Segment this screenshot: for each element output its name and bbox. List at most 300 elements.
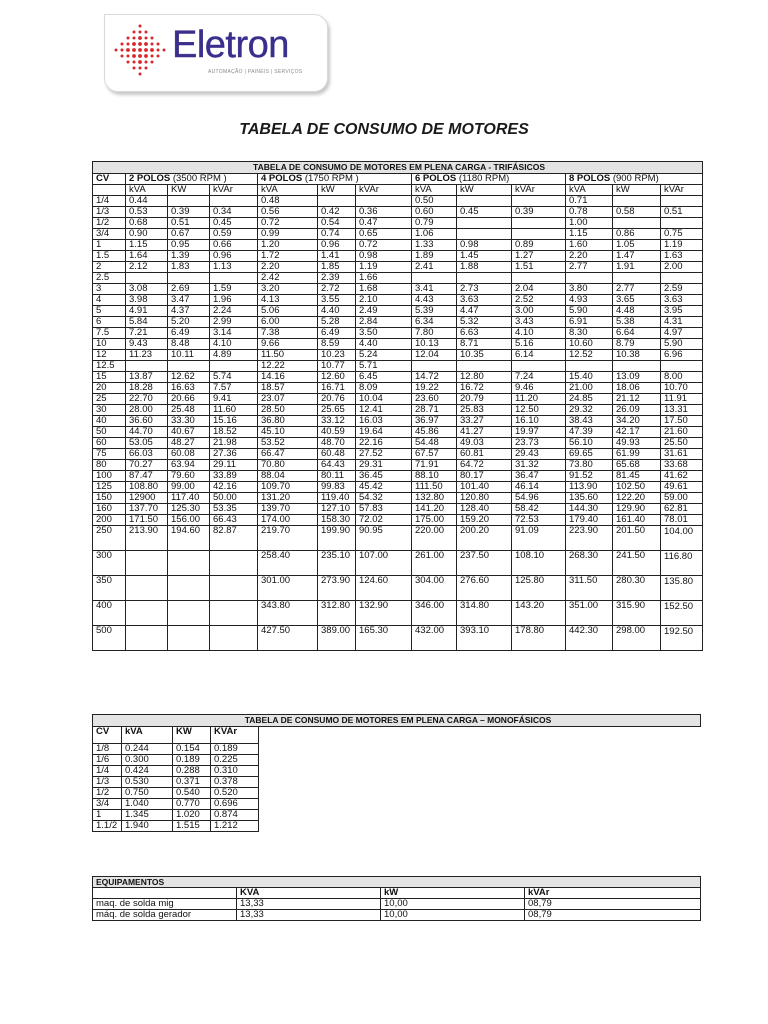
value-cell: 127.10: [318, 504, 356, 515]
value-cell: 10,00: [381, 910, 525, 921]
value-cell: 16.72: [457, 383, 512, 394]
value-cell: 47.39: [566, 427, 613, 438]
value-cell: 99.83: [318, 482, 356, 493]
table-row: [93, 821, 701, 832]
logo-dot: [138, 48, 142, 52]
value-cell: 0.72: [356, 240, 412, 251]
value-cell: 343.80: [258, 601, 318, 626]
value-cell: 15.16: [210, 416, 258, 427]
value-cell: 1.59: [210, 284, 258, 295]
value-cell: 36.45: [356, 471, 412, 482]
value-cell: 29.32: [566, 405, 613, 416]
value-cell: 5.84: [126, 317, 168, 328]
value-cell: 0.371: [173, 777, 211, 788]
value-cell: 0.95: [168, 240, 210, 251]
value-cell: 0.300: [122, 755, 173, 766]
value-cell: [512, 229, 566, 240]
value-cell: 237.50: [457, 551, 512, 576]
value-cell: 3.47: [168, 295, 210, 306]
value-cell: 63.94: [168, 460, 210, 471]
value-cell: 16.71: [318, 383, 356, 394]
value-cell: 10.70: [661, 383, 703, 394]
value-cell: [126, 551, 168, 576]
value-cell: 67.57: [412, 449, 457, 460]
value-cell: 0.96: [318, 240, 356, 251]
value-cell: 125.80: [512, 576, 566, 601]
value-cell: 201.50: [613, 526, 661, 551]
table-row: [93, 493, 703, 504]
table-row: [93, 251, 703, 262]
table-row: [93, 229, 703, 240]
value-cell: 13,33: [237, 910, 381, 921]
value-cell: 9.41: [210, 394, 258, 405]
value-cell: 0.58: [613, 207, 661, 218]
value-cell: 1.47: [613, 251, 661, 262]
value-cell: [168, 601, 210, 626]
value-cell: 0.72: [258, 218, 318, 229]
value-cell: 1.27: [512, 251, 566, 262]
value-cell: 10.35: [457, 350, 512, 361]
cv-cell: 350: [93, 576, 126, 601]
cv-cell: 3: [93, 284, 126, 295]
value-cell: 26.09: [613, 405, 661, 416]
column-header: KVAr: [211, 727, 259, 744]
value-cell: [210, 551, 258, 576]
table-row: [93, 601, 703, 626]
cv-cell: 2.5: [93, 273, 126, 284]
value-cell: [566, 361, 613, 372]
single-phase-table: [92, 714, 701, 832]
pole-group-header: [412, 174, 566, 185]
value-cell: 18.52: [210, 427, 258, 438]
value-cell: 6.45: [356, 372, 412, 383]
value-cell: 10.77: [318, 361, 356, 372]
value-cell: 432.00: [412, 626, 457, 651]
value-cell: 1.39: [168, 251, 210, 262]
value-cell: 40.59: [318, 427, 356, 438]
value-cell: 19.22: [412, 383, 457, 394]
value-cell: 5.71: [356, 361, 412, 372]
equipment-table: [92, 876, 701, 921]
value-cell: 13.09: [613, 372, 661, 383]
logo-dot: [133, 67, 136, 70]
value-cell: [168, 361, 210, 372]
value-cell: 3.08: [126, 284, 168, 295]
value-cell: 38.43: [566, 416, 613, 427]
value-cell: [566, 273, 613, 284]
value-cell: 10,00: [381, 899, 525, 910]
value-cell: 141.20: [412, 504, 457, 515]
column-header: kVA: [122, 727, 173, 744]
value-cell: 4.91: [126, 306, 168, 317]
value-cell: [613, 273, 661, 284]
value-cell: 235.10: [318, 551, 356, 576]
value-cell: 171.50: [126, 515, 168, 526]
value-cell: 1.96: [210, 295, 258, 306]
value-cell: 6.49: [168, 328, 210, 339]
logo-dot: [115, 49, 118, 52]
single-phase-header-row: [93, 727, 701, 744]
cv-subheader-blank: [93, 185, 126, 196]
logo-dot: [127, 55, 130, 58]
value-cell: 3.63: [457, 295, 512, 306]
logo-tagline: AUTOMAÇÃO | PAINÉIS | SERVIÇOS: [208, 69, 303, 75]
unit-header: kVAr: [661, 185, 703, 196]
cv-cell: 125: [93, 482, 126, 493]
value-cell: 49.93: [613, 438, 661, 449]
equipment-name-cell: máq. de solda gerador: [93, 910, 237, 921]
unit-header: kW: [457, 185, 512, 196]
value-cell: 36.47: [512, 471, 566, 482]
unit-header: kW: [613, 185, 661, 196]
value-cell: 1.05: [613, 240, 661, 251]
cv-cell: 75: [93, 449, 126, 460]
value-cell: 219.70: [258, 526, 318, 551]
value-cell: 132.90: [356, 601, 412, 626]
value-cell: 3.98: [126, 295, 168, 306]
value-cell: 2.39: [318, 273, 356, 284]
value-cell: 108.10: [512, 551, 566, 576]
value-cell: [318, 196, 356, 207]
value-cell: [168, 576, 210, 601]
value-cell: 0.310: [211, 766, 259, 777]
value-cell: 22.70: [126, 394, 168, 405]
value-cell: 28.50: [258, 405, 318, 416]
value-cell: 33.12: [318, 416, 356, 427]
value-cell: 7.38: [258, 328, 318, 339]
value-cell: 280.30: [613, 576, 661, 601]
value-cell: 33.30: [168, 416, 210, 427]
rpm-label: (3500 RPM ): [170, 173, 227, 184]
value-cell: [613, 218, 661, 229]
value-cell: 57.83: [356, 504, 412, 515]
value-cell: 135.60: [566, 493, 613, 504]
value-cell: 2.52: [512, 295, 566, 306]
value-cell: [126, 361, 168, 372]
value-cell: 4.40: [356, 339, 412, 350]
value-cell: 3.80: [566, 284, 613, 295]
value-cell: 0.750: [122, 788, 173, 799]
unit-header: kVAr: [210, 185, 258, 196]
table-row: [93, 551, 703, 576]
value-cell: 78.01: [661, 515, 703, 526]
value-cell: 3.43: [512, 317, 566, 328]
table-row: [93, 416, 703, 427]
value-cell: 10.11: [168, 350, 210, 361]
value-cell: 5.24: [356, 350, 412, 361]
value-cell: 8.59: [318, 339, 356, 350]
value-cell: 08,79: [525, 899, 701, 910]
value-cell: 41.27: [457, 427, 512, 438]
table-row: [93, 262, 703, 273]
value-cell: 14.16: [258, 372, 318, 383]
value-cell: [613, 196, 661, 207]
value-cell: 34.20: [613, 416, 661, 427]
value-cell: 7.24: [512, 372, 566, 383]
logo-dot: [133, 37, 136, 40]
value-cell: 0.45: [210, 218, 258, 229]
value-cell: 17.50: [661, 416, 703, 427]
empty-cell: [259, 727, 701, 744]
value-cell: 4.97: [661, 328, 703, 339]
value-cell: 119.40: [318, 493, 356, 504]
value-cell: 8.48: [168, 339, 210, 350]
value-cell: 1.72: [258, 251, 318, 262]
table-row: [93, 482, 703, 493]
value-cell: 0.48: [258, 196, 318, 207]
cv-cell: 100: [93, 471, 126, 482]
value-cell: 56.10: [566, 438, 613, 449]
cv-cell: 60: [93, 438, 126, 449]
value-cell: 4.48: [613, 306, 661, 317]
value-cell: 58.42: [512, 504, 566, 515]
value-cell: 101.40: [457, 482, 512, 493]
column-header: KVA: [237, 888, 381, 899]
value-cell: 22.16: [356, 438, 412, 449]
value-cell: 40.67: [168, 427, 210, 438]
pole-group-header: [258, 174, 412, 185]
value-cell: 0.770: [173, 799, 211, 810]
value-cell: 108.80: [126, 482, 168, 493]
cv-cell: 1/6: [93, 755, 122, 766]
logo-dot: [151, 43, 154, 46]
cv-cell: 15: [93, 372, 126, 383]
value-cell: 53.35: [210, 504, 258, 515]
cv-cell: 1/4: [93, 196, 126, 207]
value-cell: 7.57: [210, 383, 258, 394]
logo-dot: [132, 54, 136, 58]
table-row: [93, 295, 703, 306]
value-cell: 2.12: [126, 262, 168, 273]
value-cell: 29.11: [210, 460, 258, 471]
cv-cell: 4: [93, 295, 126, 306]
value-cell: 175.00: [412, 515, 457, 526]
value-cell: 33.68: [661, 460, 703, 471]
value-cell: 21.00: [566, 383, 613, 394]
cv-cell: 10: [93, 339, 126, 350]
value-cell: 6.34: [412, 317, 457, 328]
cv-cell: 1/4: [93, 766, 122, 777]
value-cell: 0.36: [356, 207, 412, 218]
value-cell: 0.42: [318, 207, 356, 218]
value-cell: 2.99: [210, 317, 258, 328]
value-cell: 1.15: [126, 240, 168, 251]
value-cell: 3.65: [613, 295, 661, 306]
value-cell: 21.60: [661, 427, 703, 438]
table-row: [93, 766, 701, 777]
value-cell: 0.98: [457, 240, 512, 251]
value-cell: 12.52: [566, 350, 613, 361]
value-cell: [168, 626, 210, 651]
logo-dot: [157, 49, 160, 52]
table-row: [93, 899, 701, 910]
value-cell: 12.80: [457, 372, 512, 383]
value-cell: 0.51: [168, 218, 210, 229]
logo-dot: [145, 37, 148, 40]
value-cell: 1.06: [412, 229, 457, 240]
value-cell: [210, 196, 258, 207]
value-cell: 11.50: [258, 350, 318, 361]
value-cell: 12.62: [168, 372, 210, 383]
value-cell: 442.30: [566, 626, 613, 651]
value-cell: 268.30: [566, 551, 613, 576]
value-cell: 139.70: [258, 504, 318, 515]
value-cell: 0.51: [661, 207, 703, 218]
value-cell: 1.515: [173, 821, 211, 832]
logo-dot: [145, 31, 148, 34]
value-cell: 13.87: [126, 372, 168, 383]
value-cell: 0.189: [173, 755, 211, 766]
value-cell: [412, 273, 457, 284]
value-cell: 351.00: [566, 601, 613, 626]
value-cell: [613, 361, 661, 372]
table-row: [93, 350, 703, 361]
value-cell: 0.90: [126, 229, 168, 240]
empty-cell: [259, 821, 701, 832]
value-cell: 223.90: [566, 526, 613, 551]
value-cell: 0.520: [211, 788, 259, 799]
value-cell: 0.540: [173, 788, 211, 799]
logo-dot: [132, 42, 136, 46]
value-cell: [126, 273, 168, 284]
table-row: [93, 394, 703, 405]
value-cell: 3.41: [412, 284, 457, 295]
table-row: [93, 576, 703, 601]
value-cell: 45.86: [412, 427, 457, 438]
value-cell: 298.00: [613, 626, 661, 651]
value-cell: 0.59: [210, 229, 258, 240]
unit-header: kVAr: [512, 185, 566, 196]
value-cell: 132.80: [412, 493, 457, 504]
value-cell: 3.63: [661, 295, 703, 306]
value-cell: 66.43: [210, 515, 258, 526]
column-header: kVAr: [525, 888, 701, 899]
value-cell: 0.696: [211, 799, 259, 810]
logo-dot: [127, 37, 130, 40]
value-cell: 144.30: [566, 504, 613, 515]
value-cell: 7.80: [412, 328, 457, 339]
value-cell: 161.40: [613, 515, 661, 526]
value-cell: 0.189: [211, 744, 259, 755]
value-cell: 0.54: [318, 218, 356, 229]
value-cell: 9.43: [126, 339, 168, 350]
value-cell: 0.39: [512, 207, 566, 218]
value-cell: 53.05: [126, 438, 168, 449]
value-cell: 88.04: [258, 471, 318, 482]
value-cell: 54.32: [356, 493, 412, 504]
table-row: [93, 218, 703, 229]
value-cell: 2.42: [258, 273, 318, 284]
table-row: [93, 910, 701, 921]
value-cell: 18.06: [613, 383, 661, 394]
cv-header: CV: [93, 174, 126, 185]
value-cell: [457, 273, 512, 284]
unit-header: kVA: [412, 185, 457, 196]
table-row: [93, 526, 703, 551]
value-cell: 36.60: [126, 416, 168, 427]
value-cell: 0.75: [661, 229, 703, 240]
cv-cell: 5: [93, 306, 126, 317]
value-cell: 08,79: [525, 910, 701, 921]
value-cell: [457, 218, 512, 229]
table-row: [93, 240, 703, 251]
value-cell: 12.04: [412, 350, 457, 361]
value-cell: 111.50: [412, 482, 457, 493]
value-cell: 5.39: [412, 306, 457, 317]
logo-dot: [127, 61, 130, 64]
value-cell: 25.48: [168, 405, 210, 416]
value-cell: 2.84: [356, 317, 412, 328]
value-cell: 301.00: [258, 576, 318, 601]
table-row: [93, 284, 703, 295]
value-cell: 6.14: [512, 350, 566, 361]
cv-cell: 1/8: [93, 744, 122, 755]
logo-dot: [151, 55, 154, 58]
value-cell: 113.90: [566, 482, 613, 493]
value-cell: 24.85: [566, 394, 613, 405]
value-cell: 0.79: [412, 218, 457, 229]
value-cell: 3.14: [210, 328, 258, 339]
value-cell: [457, 229, 512, 240]
value-cell: 64.72: [457, 460, 512, 471]
logo-dot: [138, 36, 142, 40]
pole-group-header: [126, 174, 258, 185]
value-cell: 45.42: [356, 482, 412, 493]
three-phase-subheader: [93, 185, 703, 196]
value-cell: 45.10: [258, 427, 318, 438]
value-cell: 31.32: [512, 460, 566, 471]
unit-header: kVA: [126, 185, 168, 196]
logo-dot: [139, 31, 142, 34]
value-cell: 179.40: [566, 515, 613, 526]
value-cell: 87.47: [126, 471, 168, 482]
table-row: [93, 372, 703, 383]
value-cell: 165.30: [356, 626, 412, 651]
value-cell: 88.10: [412, 471, 457, 482]
value-cell: 0.71: [566, 196, 613, 207]
value-cell: 19.64: [356, 427, 412, 438]
value-cell: 72.02: [356, 515, 412, 526]
value-cell: 2.10: [356, 295, 412, 306]
value-cell: 28.71: [412, 405, 457, 416]
table-row: [93, 777, 701, 788]
logo-dot: [133, 31, 136, 34]
logo-wordmark: Eletron: [172, 24, 289, 66]
value-cell: [126, 626, 168, 651]
logo-dot: [139, 67, 142, 70]
unit-header: kVA: [566, 185, 613, 196]
logo-dot: [163, 49, 166, 52]
logo-dot: [157, 43, 160, 46]
value-cell: 1.51: [512, 262, 566, 273]
value-cell: 2.77: [613, 284, 661, 295]
value-cell: 0.244: [122, 744, 173, 755]
value-cell: 8.79: [613, 339, 661, 350]
value-cell: 10.04: [356, 394, 412, 405]
value-cell: 54.48: [412, 438, 457, 449]
table-row: [93, 438, 703, 449]
value-cell: 427.50: [258, 626, 318, 651]
rpm-label: (1180 RPM): [456, 173, 510, 184]
value-cell: 91.52: [566, 471, 613, 482]
value-cell: 131.20: [258, 493, 318, 504]
value-cell: 4.89: [210, 350, 258, 361]
value-cell: 0.50: [412, 196, 457, 207]
equipment-caption: EQUIPAMENTOS: [93, 877, 701, 888]
table-row: [93, 383, 703, 394]
cv-cell: 50: [93, 427, 126, 438]
value-cell: 1.345: [122, 810, 173, 821]
